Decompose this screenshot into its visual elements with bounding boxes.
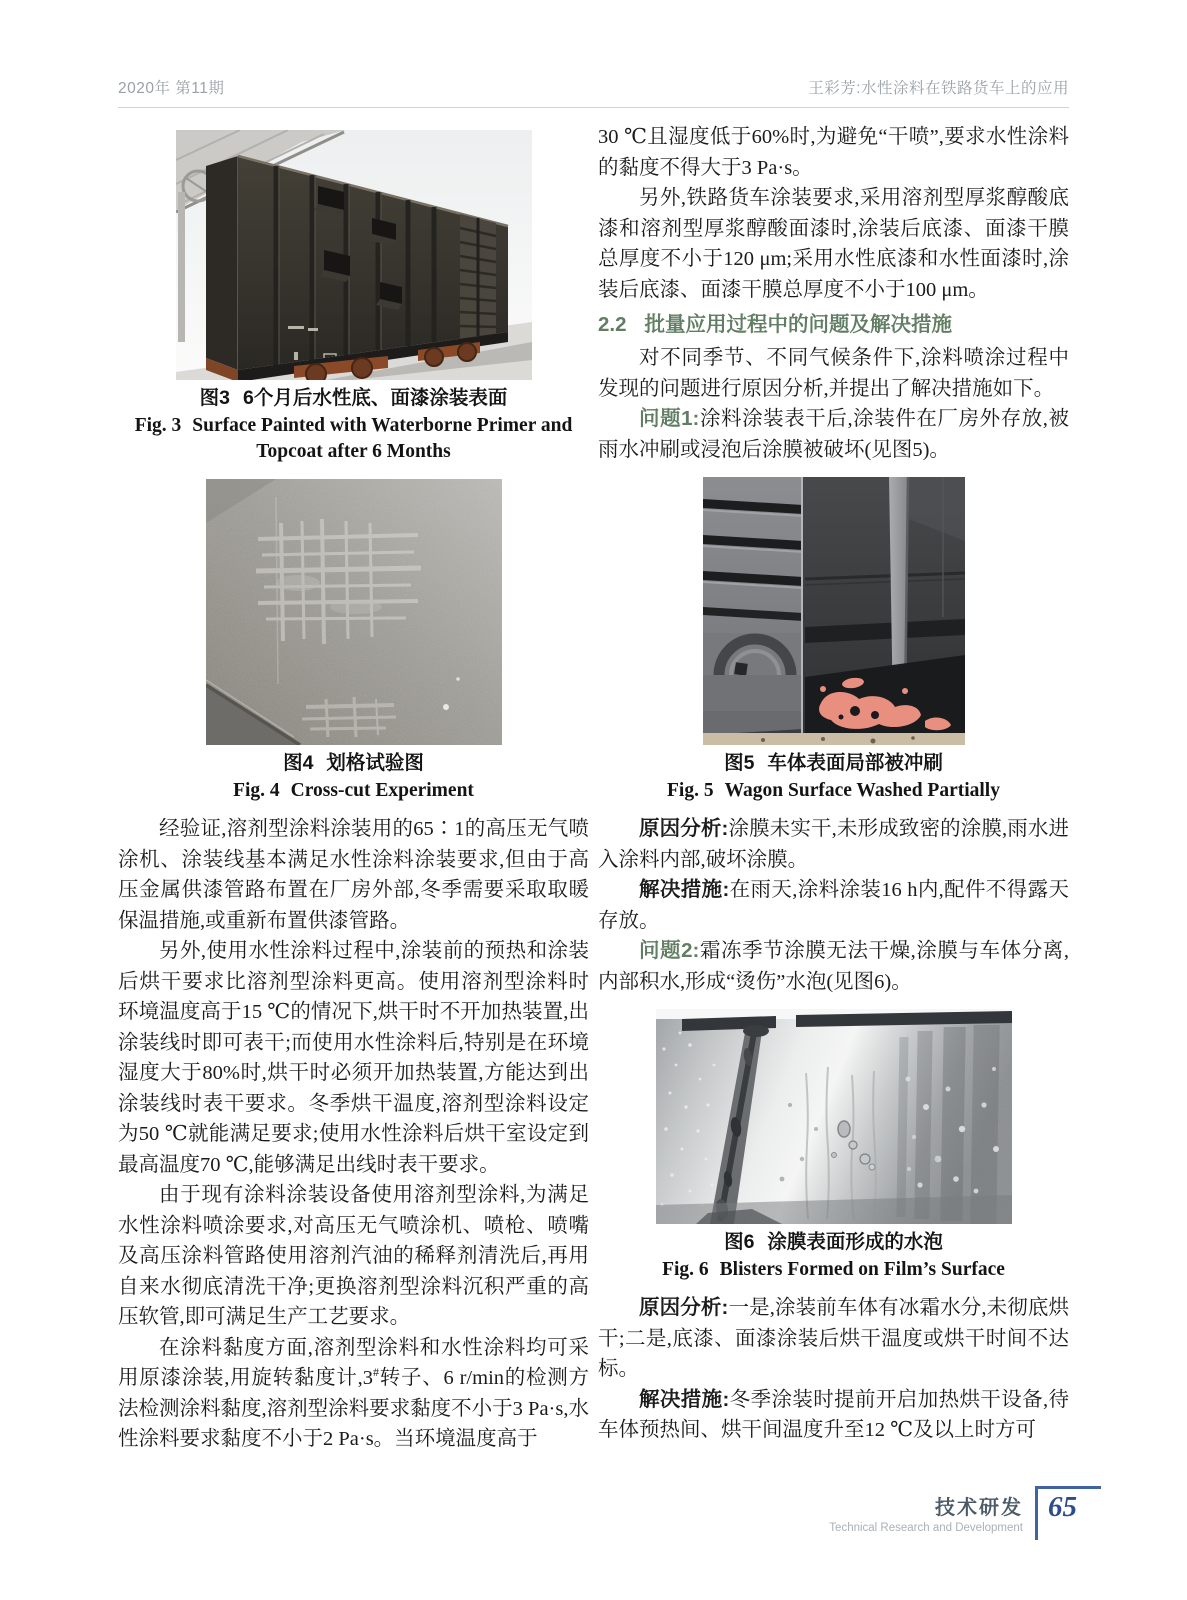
figure6-title-cn: 涂膜表面形成的水泡: [767, 1231, 943, 1253]
problem1-text: 涂料涂装表干后,涂装件在厂房外存放,被雨水冲刷或浸泡后涂膜被破坏(见图5)。: [598, 408, 1069, 461]
figure6-title-en: Blisters Formed on Film’s Surface: [719, 1259, 1005, 1280]
figure6-caption-en: [598, 1257, 1069, 1283]
paragraph-analysis2: [598, 1293, 1069, 1385]
analysis2-lead: 原因分析:: [639, 1296, 729, 1319]
solution2-lead: 解决措施:: [639, 1387, 730, 1411]
left-body-text: [118, 814, 589, 1455]
analysis2-text: 一是,涂装前车体有冰霜水分,未彻底烘干;二是,底漆、面漆涂装后烘干温度或烘干时间不达标。: [598, 1297, 1069, 1380]
problem2-text: 霜冻季节涂膜无法干燥,涂膜与车体分离,内部积水,形成“烫伤”水泡(见图6)。: [598, 940, 1069, 993]
paragraph-problem1: [598, 404, 1069, 465]
figure5-caption-en: [598, 778, 1069, 804]
paragraph-season-analysis: 对不同季节、不同气候条件下,涂料喷涂过程中发现的问题进行原因分析,并提出了解决措施如下。: [598, 347, 1069, 400]
paragraph-equipment-cleaning: 由于现有涂料涂装设备使用溶剂型涂料,为满足水性涂料喷涂要求,对高压无气喷涂机、喷枪、喷嘴及高压涂料管路使用溶剂汽油的稀释剂清洗后,再用自来水彻底清洗干净;更换溶剂型涂料沉积严重的高压软管,即可满足生产工艺要求。: [118, 1184, 589, 1328]
solution1-text: 在雨天,涂料涂装16 h内,配件不得露天存放。: [598, 879, 1070, 932]
blisters-illustration: [656, 1009, 1012, 1224]
hinge-mechanism: [703, 633, 803, 737]
problem2-lead: 问题2:: [639, 939, 700, 962]
footer-section-en: Technical Research and Development: [829, 1522, 1023, 1534]
paragraph-humidity-continued: 30 ℃且湿度低于60%时,为避免“干喷”,要求水性涂料的黏度不得大于3 Pa·s。: [598, 126, 1069, 179]
figure6-label-cn: 图6: [724, 1231, 755, 1253]
figure6-label-en: Fig. 6: [662, 1259, 709, 1280]
figure3-title-cn: 6个月后水性底、面漆涂装表面: [243, 387, 508, 409]
page-number: 65: [1048, 1491, 1077, 1523]
figure5-label-en: Fig. 5: [667, 780, 714, 801]
column-left: [118, 122, 589, 1455]
figure4-label-cn: 图4: [283, 752, 314, 774]
figure6-photo: [656, 1009, 1012, 1224]
figure3-label-en: Fig. 3: [134, 415, 182, 436]
paragraph-solution2: [598, 1385, 1069, 1446]
paragraph-viscosity: [118, 1333, 589, 1455]
paragraph-analysis1: [598, 814, 1069, 875]
figure4-title-en: Cross-cut Experiment: [290, 780, 474, 801]
ground-strip: [703, 733, 965, 745]
column-right: [598, 122, 1069, 1446]
right-body-text-1: [598, 814, 1069, 997]
problem1-lead: 问题1:: [639, 407, 700, 430]
paragraph-film-thickness: 另外,铁路货车涂装要求,采用溶剂型厚浆醇酸底漆和溶剂型厚浆醇酸面漆时,涂装后底漆、面漆干膜总厚度不小于120 μm;采用水性底漆和水性面漆时,涂装后底漆、面漆干膜总厚度不小于100 μm。: [598, 187, 1069, 301]
analysis1-text: 涂膜未实干,未形成致密的涂膜,雨水进入涂料内部,破坏涂膜。: [598, 818, 1069, 871]
paragraph-verification: 经验证,溶剂型涂料涂装用的65∶1的高压无气喷涂机、涂装线基本满足水性涂料涂装要求,但由于高压金属供漆管路布置在厂房外部,冬季需要采取取暖保温措施,或重新布置供漆管路。: [118, 818, 589, 932]
header-issue: 2020年 第11期: [118, 80, 225, 97]
boxcar-door: [460, 214, 496, 339]
page-number-bracket: [1035, 1486, 1101, 1540]
section-heading-2-2: [598, 308, 1069, 341]
section-number: 2.2: [598, 313, 627, 336]
figure3-caption-cn: [118, 385, 589, 412]
paragraph-solution1: [598, 875, 1069, 936]
figure4-label-en: Fig. 4: [233, 780, 280, 801]
page-header: [118, 76, 1069, 108]
crosscut-photo-illustration: [206, 479, 502, 745]
viscosity-text-post: 转子、6 r/min的检测方法检测涂料黏度,溶剂型涂料要求黏度不小于3 Pa·s,水性涂料要求黏度不小于2 Pa·s。当环境温度高于: [118, 1367, 590, 1450]
figure6-caption-cn: [598, 1229, 1069, 1256]
figure5-photo: [703, 477, 965, 745]
rotor-number-superscript: #: [372, 1365, 379, 1380]
figure3-title-en: Surface Painted with Waterborne Primer and Topcoat after 6 Months: [192, 415, 573, 462]
figure4-caption-cn: [118, 750, 589, 777]
footer-section: [829, 1486, 1023, 1536]
footer-section-cn: 技术研发: [935, 1497, 1023, 1519]
figure5-label-cn: 图5: [724, 752, 755, 774]
solution2-text: 冬季涂装时提前开启加热烘干设备,待车体预热间、烘干间温度升至12 ℃及以上时方可: [598, 1388, 1069, 1441]
figure5-title-en: Wagon Surface Washed Partially: [724, 780, 1000, 801]
figure4-photo: [206, 479, 502, 745]
figure3-caption-en: [118, 413, 589, 465]
figure5-caption-cn: [598, 750, 1069, 777]
figure4-caption-en: [118, 778, 589, 804]
figure3-label-cn: 图3: [199, 387, 230, 409]
analysis1-lead: 原因分析:: [639, 817, 729, 840]
header-running-title: 王彩芳:水性涂料在铁路货车上的应用: [808, 80, 1069, 97]
right-body-text-2: [598, 1293, 1069, 1446]
figure5-title-cn: 车体表面局部被冲刷: [767, 752, 943, 774]
solution1-lead: 解决措施:: [639, 878, 730, 901]
figure4-title-cn: 划格试验图: [326, 752, 424, 774]
paragraph-preheat-drying: 另外,使用水性涂料过程中,涂装前的预热和涂装后烘干要求比溶剂型涂料更高。使用溶剂型涂料时环境温度高于15 ℃的情况下,烘干时不开加热装置,出涂装线时即可表干;而使用水性涂料后,特别是在环境湿度大于80%时,烘干时必须开加热装置,方能达到出涂装线时表干要求。冬季烘干温度,溶剂型涂料设定为50 ℃就能满足要求;使用水性涂料后烘干室设定到最高温度70 ℃,能够满足出线时表干要求。: [118, 940, 589, 1176]
boxcar-photo-illustration: [176, 130, 532, 380]
page-footer: [829, 1486, 1101, 1540]
viscosity-text-pre: 在涂料黏度方面,溶剂型涂料和水性涂料均可采用原漆涂装,用旋转黏度计,3: [118, 1336, 589, 1389]
paragraph-problem2: [598, 936, 1069, 997]
washed-wagon-illustration: [703, 477, 965, 745]
figure3-photo: [176, 130, 532, 380]
section-title: 批量应用过程中的问题及解决措施: [644, 313, 952, 336]
